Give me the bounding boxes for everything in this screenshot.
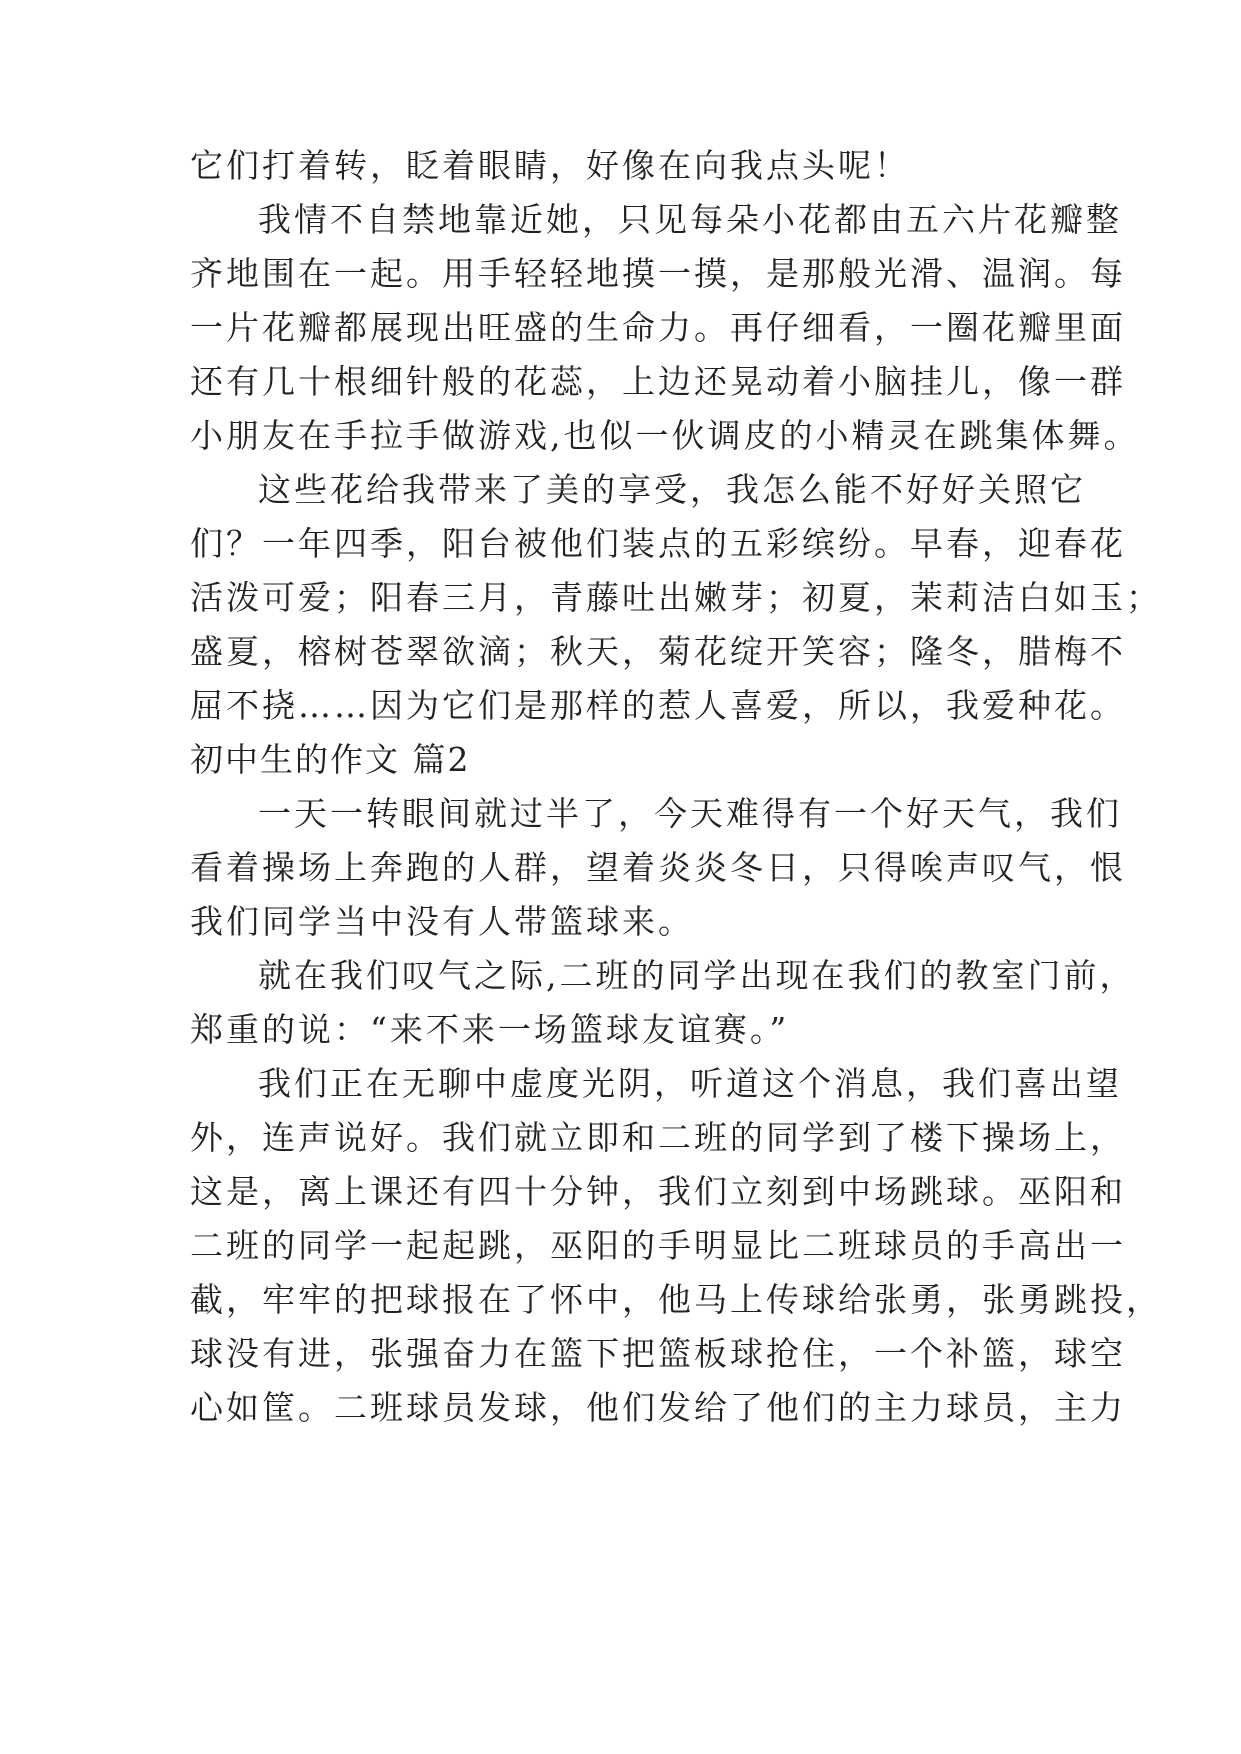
text-line: 心如筐。二班球员发球，他们发给了他们的主力球员，主力 — [190, 1388, 1126, 1427]
text-line: 它们打着转，眨着眼睛，好像在向我点头呢！ — [190, 146, 910, 185]
text-line: 活泼可爱；阳春三月，青藤吐出嫩芽；初夏，茉莉洁白如玉； — [190, 578, 1162, 617]
paragraph-start-line: 我们正在无聊中虚度光阴，听道这个消息，我们喜出望 — [258, 1064, 1122, 1103]
text-line: 还有几十根细针般的花蕊，上边还晃动着小脑挂儿，像一群 — [190, 362, 1126, 401]
text-line: 齐地围在一起。用手轻轻地摸一摸，是那般光滑、温润。每 — [190, 254, 1126, 293]
text-line: 小朋友在手拉手做游戏,也似一伙调皮的小精灵在跳集体舞。 — [190, 416, 1140, 455]
text-line: 们？一年四季，阳台被他们装点的五彩缤纷。早春，迎春花 — [190, 524, 1126, 563]
paragraph-start-line: 我情不自禁地靠近她，只见每朵小花都由五六片花瓣整 — [258, 200, 1122, 239]
text-line: 球没有进，张强奋力在篮下把篮板球抢住，一个补篮，球空 — [190, 1334, 1126, 1373]
text-line: 看着操场上奔跑的人群，望着炎炎冬日，只得唉声叹气，恨 — [190, 848, 1126, 887]
paragraph-start-line: 一天一转眼间就过半了，今天难得有一个好天气，我们 — [258, 794, 1122, 833]
text-line: 外，连声说好。我们就立即和二班的同学到了楼下操场上， — [190, 1118, 1126, 1157]
text-line: 屈不挠……因为它们是那样的惹人喜爱，所以，我爱种花。 — [190, 686, 1126, 725]
section-heading: 初中生的作文 篇2 — [190, 740, 471, 779]
text-line: 郑重的说：“来不来一场篮球友谊赛。” — [190, 1010, 790, 1049]
paragraph-start-line: 这些花给我带来了美的享受，我怎么能不好好关照它 — [258, 470, 1086, 509]
text-line: 二班的同学一起起跳，巫阳的手明显比二班球员的手高出一 — [190, 1226, 1126, 1265]
text-line: 这是，离上课还有四十分钟，我们立刻到中场跳球。巫阳和 — [190, 1172, 1126, 1211]
text-line: 我们同学当中没有人带篮球来。 — [190, 902, 694, 941]
text-line: 截，牢牢的把球报在了怀中，他马上传球给张勇，张勇跳投， — [190, 1280, 1162, 1319]
paragraph-start-line: 就在我们叹气之际,二班的同学出现在我们的教室门前， — [258, 956, 1136, 995]
text-line: 盛夏，榕树苍翠欲滴；秋天，菊花绽开笑容；隆冬，腊梅不 — [190, 632, 1126, 671]
text-line: 一片花瓣都展现出旺盛的生命力。再仔细看，一圈花瓣里面 — [190, 308, 1126, 347]
